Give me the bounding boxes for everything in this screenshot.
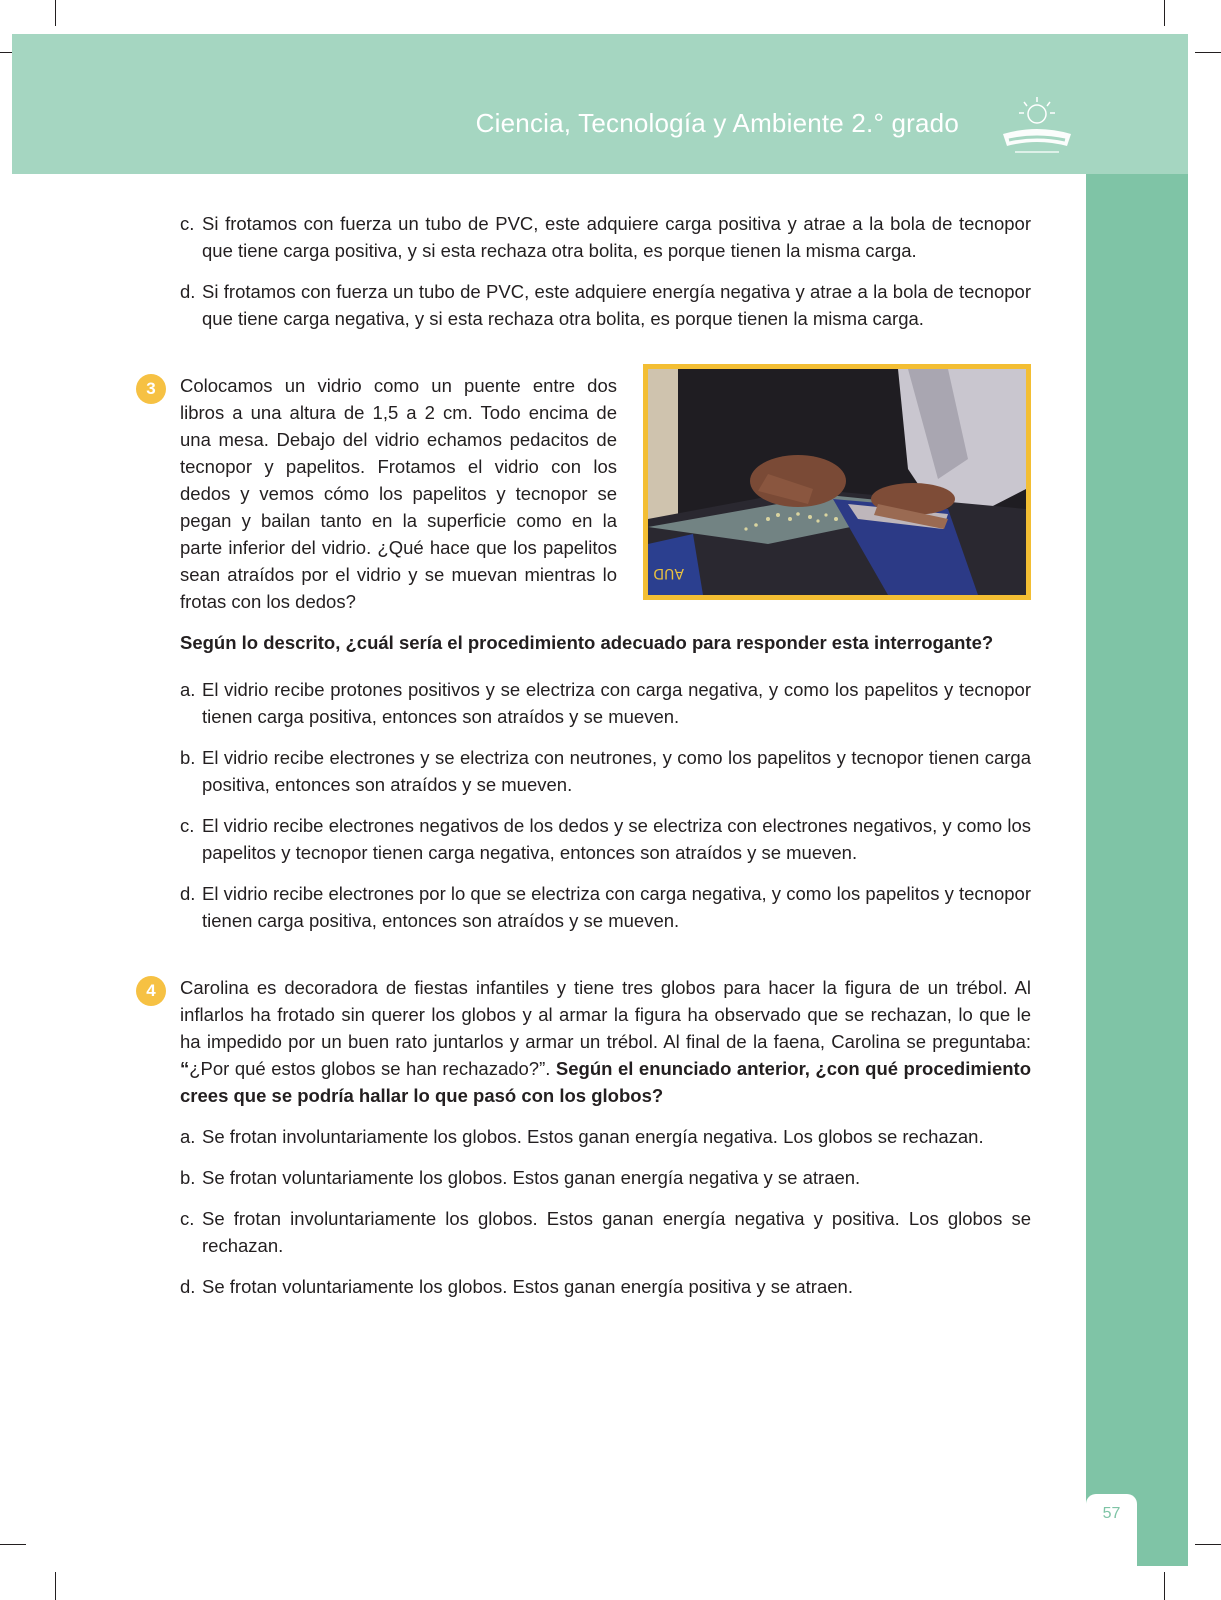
option-text: El vidrio recibe electrones por lo que se electriza con carga negativa, y como los papelitos y tecnopor tienen carga positiva, entonces son atraídos y se mueven. bbox=[202, 883, 1031, 931]
crop-mark bbox=[55, 0, 56, 26]
crop-mark bbox=[0, 1544, 26, 1545]
crop-mark bbox=[1195, 1544, 1221, 1545]
side-color-band bbox=[1086, 174, 1188, 1566]
q2-option-d bbox=[180, 278, 1031, 332]
q2-option-c bbox=[180, 210, 1031, 264]
option-text: Si frotamos con fuerza un tubo de PVC, este adquiere energía negativa y atrae a la bola de tecnopor que tiene carga negativa, y si esta rechaza otra bolita, es porque tienen la misma carga. bbox=[202, 281, 1031, 329]
q4-option-b bbox=[180, 1164, 1031, 1191]
option-text: El vidrio recibe protones positivos y se electriza con carga negativa, y como los papelitos y tecnopor tienen carga positiva, entonces son atraídos y se mueven. bbox=[202, 679, 1031, 727]
crop-mark bbox=[1164, 0, 1165, 26]
question-4-statement: Carolina es decoradora de fiestas infantiles y tiene tres globos para hacer la figura de un trébol. Al inflarlos ha frotado sin querer los globos y al armar la figura ha observado que se rechazan, lo que le ha impedido por un buen rato juntarlos y armar un trébol. Al final de la faena, Carolina se preguntaba: bbox=[180, 977, 1031, 1052]
option-text: Se frotan involuntariamente los globos. Estos ganan energía negativa. Los globos se rechazan. bbox=[202, 1126, 984, 1147]
option-letter: d. bbox=[180, 281, 196, 302]
option-text: Si frotamos con fuerza un tubo de PVC, este adquiere carga positiva y atrae a la bola de tecnopor que tiene carga positiva, y si esta rechaza otra bolita, es porque tienen la misma carga. bbox=[202, 213, 1031, 261]
option-text: Se frotan voluntariamente los globos. Estos ganan energía negativa y se atraen. bbox=[202, 1167, 861, 1188]
question-3-prompt: Según lo descrito, ¿cuál sería el procedimiento adecuado para responder esta interrogante? bbox=[180, 632, 994, 653]
jornada-escolar-completa-logo bbox=[997, 94, 1077, 158]
question-3 bbox=[146, 372, 1031, 934]
option-letter: d. bbox=[180, 883, 196, 904]
question-4-quote: ¿Por qué estos globos se han rechazado?”. bbox=[189, 1058, 551, 1079]
q4-option-c bbox=[180, 1205, 1031, 1259]
q4-option-a bbox=[180, 1123, 1031, 1150]
q3-option-c bbox=[180, 812, 1031, 866]
option-letter: d. bbox=[180, 1276, 196, 1297]
question-number-badge: 4 bbox=[136, 976, 166, 1006]
option-letter: b. bbox=[180, 1167, 196, 1188]
q4-option-d bbox=[180, 1273, 1031, 1300]
question-4 bbox=[146, 974, 1032, 1300]
quote-mark: “ bbox=[180, 1058, 190, 1079]
glass-experiment-photo bbox=[643, 364, 1031, 600]
svg-text:AUD: AUD bbox=[653, 565, 684, 581]
crop-mark bbox=[1195, 52, 1221, 53]
option-letter: a. bbox=[180, 679, 196, 700]
question-number-badge: 3 bbox=[136, 374, 166, 404]
option-text: Se frotan voluntariamente los globos. Estos ganan energía positiva y se atraen. bbox=[202, 1276, 853, 1297]
option-text: El vidrio recibe electrones y se electriza con neutrones, y como los papelitos y tecnopor tienen carga positiva, entonces son atraídos y se mueven. bbox=[202, 747, 1031, 795]
question-4-text bbox=[180, 974, 1031, 1109]
page-number: 57 bbox=[1102, 1505, 1121, 1522]
option-letter: c. bbox=[180, 213, 195, 234]
crop-mark bbox=[55, 1572, 56, 1600]
option-text: Se frotan involuntariamente los globos. Estos ganan energía negativa y positiva. Los globos se rechazan. bbox=[202, 1208, 1031, 1256]
page-content bbox=[146, 210, 1032, 1314]
crop-mark bbox=[1164, 1572, 1165, 1600]
question-4-prompt: Según el enunciado anterior, ¿con qué procedimiento crees que se podría hallar lo que pasó con los globos? bbox=[180, 1058, 1032, 1106]
option-letter: a. bbox=[180, 1126, 196, 1147]
q3-option-b bbox=[180, 744, 1031, 798]
page-header-title: Ciencia, Tecnología y Ambiente 2.° grado bbox=[475, 108, 959, 138]
option-text: El vidrio recibe electrones negativos de los dedos y se electriza con electrones negativos, y como los papelitos y tecnopor tienen carga negativa, entonces son atraídos y se mueven. bbox=[202, 815, 1031, 863]
question-3-text: Colocamos un vidrio como un puente entre dos libros a una altura de 1,5 a 2 cm. Todo encima de una mesa. Debajo del vidrio echamos pedacitos de tecnopor y papelitos. Frotamos el vidrio con los dedos y vemos cómo los papelitos y tecnopor se pegan y bailan tanto en la superficie como en la parte inferior del vidrio. ¿Qué hace que los papelitos sean atraídos por el vidrio y se muevan mientras lo frotas con los dedos? bbox=[180, 375, 617, 612]
q3-option-a bbox=[180, 676, 1031, 730]
option-letter: b. bbox=[180, 747, 196, 768]
option-letter: c. bbox=[180, 1208, 195, 1229]
q3-option-d bbox=[180, 880, 1031, 934]
option-letter: c. bbox=[180, 815, 195, 836]
